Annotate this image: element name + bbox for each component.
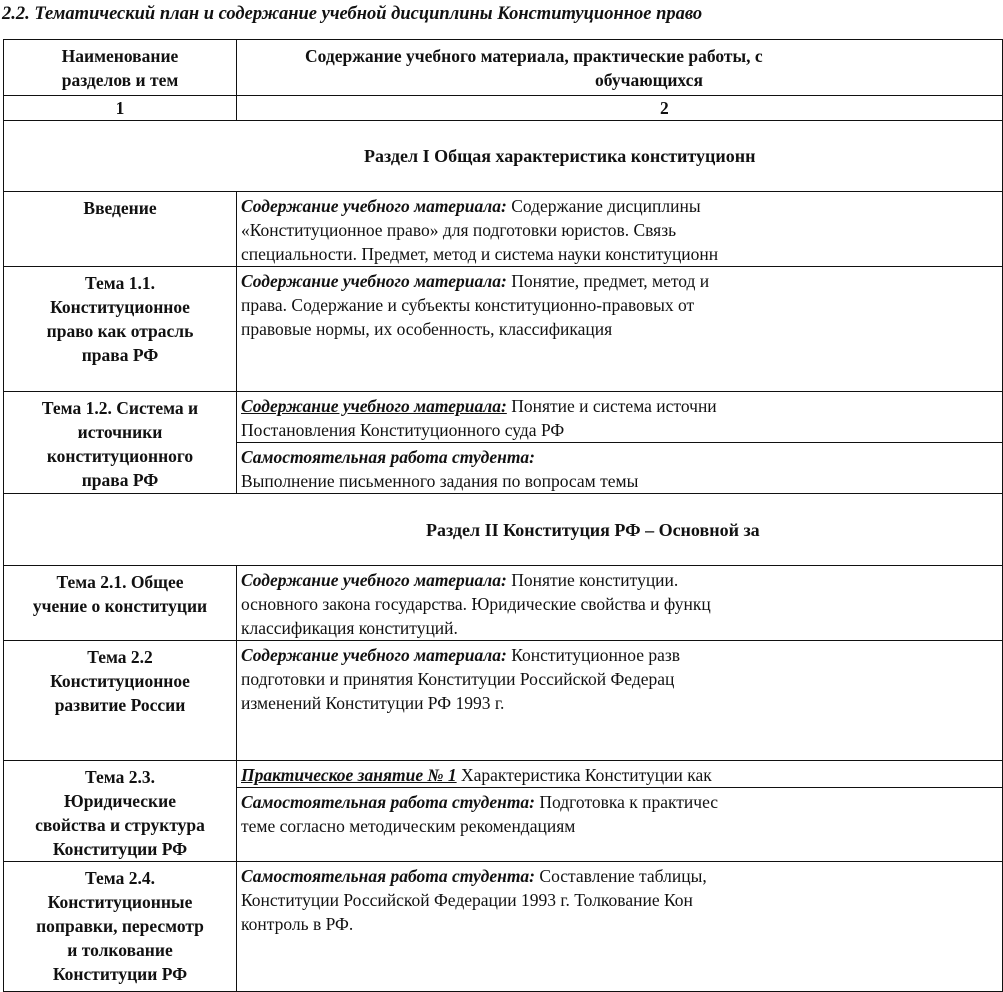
topic-name-line: Юридические	[63, 791, 176, 811]
topic-name: Введение	[4, 192, 237, 267]
topic-name-line: поправки, пересмотр	[36, 916, 204, 936]
row-intro	[4, 192, 1003, 267]
topic-content	[237, 267, 1003, 392]
content-label: Содержание учебного материала:	[241, 396, 507, 416]
content-text: «Конституционное право» для подготовки юристов. Связь	[241, 220, 677, 240]
topic-content	[237, 192, 1003, 267]
topic-name-line: Конституционное	[50, 297, 190, 317]
topic-name	[4, 641, 237, 761]
content-text: подготовки и принятия Конституции Российской Федерац	[241, 669, 675, 689]
content-label: Содержание учебного материала:	[241, 196, 507, 216]
topic-name-line: права РФ	[81, 470, 159, 490]
content-text: Содержание дисциплины	[511, 196, 701, 216]
topic-name	[4, 392, 237, 494]
number-row	[4, 96, 1003, 121]
row-topic-2-3	[4, 761, 1003, 862]
content-text: правовые нормы, их особенность, классификация	[241, 319, 613, 339]
content-text: права. Содержание и субъекты конституционно-правовых от	[241, 295, 695, 315]
content-text: Конституционное разв	[511, 645, 681, 665]
content-text: Понятие конституции.	[511, 570, 679, 590]
topic-name-line: развитие России	[54, 695, 186, 715]
topic-name-line: источники	[77, 422, 163, 442]
content-text: контроль в РФ.	[241, 914, 354, 934]
self-work-text: Выполнение письменного задания по вопросам темы	[241, 471, 639, 491]
topic-name-line: конституционного	[46, 446, 194, 466]
plan-table-viewport	[0, 39, 816, 984]
content-text: Понятие, предмет, метод и	[511, 271, 710, 291]
topic-content	[237, 392, 1003, 494]
practical-text: Характеристика Конституции как	[461, 765, 712, 785]
header-col2	[237, 40, 1003, 96]
topic-name	[4, 566, 237, 641]
col2-number: 2	[237, 96, 1003, 121]
self-work-label: Самостоятельная работа студента:	[241, 866, 536, 886]
header-col1	[4, 40, 237, 96]
topic-name-line: Конституции РФ	[52, 964, 188, 984]
content-label: Содержание учебного материала:	[241, 570, 507, 590]
content-label: Содержание учебного материала:	[241, 271, 507, 291]
content-text: классификация конституций.	[241, 618, 458, 638]
header-col1-line: разделов и тем	[61, 70, 179, 90]
header-col2-line: Содержание учебного материала, практические работы, с	[305, 46, 763, 66]
topic-name-line: свойства и структура	[35, 815, 205, 835]
topic-name-line: Тема 1.2. Система и	[41, 398, 199, 418]
col1-number: 1	[4, 96, 237, 121]
topic-name-line: право как отрасль	[46, 321, 194, 341]
topic-name-line: Конституционные	[47, 892, 193, 912]
self-work-label: Самостоятельная работа студента:	[241, 792, 536, 812]
thematic-plan-table	[3, 39, 1003, 992]
self-work-text: Подготовка к практичес	[539, 792, 719, 812]
content-text: специальности. Предмет, метод и система науки конституционн	[241, 244, 719, 264]
content-text: Конституции Российской Федерации 1993 г. Толкование Кон	[241, 890, 693, 910]
practical-label: Практическое занятие № 1	[241, 765, 457, 785]
topic-name-line: Тема 2.1. Общее	[56, 572, 184, 592]
content-label: Содержание учебного материала:	[241, 645, 507, 665]
header-row	[4, 40, 1003, 96]
topic-content	[237, 641, 1003, 761]
section-2-title: Раздел II Конституция РФ – Основной за	[4, 494, 1003, 566]
topic-name-line: права РФ	[81, 345, 159, 365]
row-topic-2-2	[4, 641, 1003, 761]
topic-name-line: Тема 2.3.	[85, 767, 155, 787]
self-work-block	[237, 787, 1002, 838]
self-work-label: Самостоятельная работа студента:	[241, 447, 536, 467]
content-text: основного закона государства. Юридические свойства и функц	[241, 594, 711, 614]
content-text: Постановления Конституционного суда РФ	[241, 420, 565, 440]
topic-content	[237, 761, 1003, 862]
row-topic-2-4	[4, 862, 1003, 992]
topic-name-line: и толкование	[67, 940, 173, 960]
topic-name-line: Конституционное	[50, 671, 190, 691]
topic-content	[237, 862, 1003, 992]
section-row-1	[4, 121, 1003, 192]
topic-name-line: Конституции РФ	[52, 839, 188, 859]
content-text: Понятие и система источни	[511, 396, 717, 416]
section-1-title: Раздел I Общая характеристика конституционн	[4, 121, 1003, 192]
self-work-block	[237, 442, 1002, 493]
content-text: изменений Конституции РФ 1993 г.	[241, 693, 505, 713]
topic-name	[4, 862, 237, 992]
header-col2-line: обучающихся	[595, 70, 703, 90]
topic-name-line: учение о конституции	[32, 596, 208, 616]
self-work-text: теме согласно методическим рекомендациям	[241, 816, 576, 836]
topic-name-line: Тема 2.2	[87, 647, 153, 667]
content-text: Составление таблицы,	[539, 866, 707, 886]
section-row-2	[4, 494, 1003, 566]
row-topic-2-1	[4, 566, 1003, 641]
topic-content	[237, 566, 1003, 641]
row-topic-1-1	[4, 267, 1003, 392]
topic-name	[4, 761, 237, 862]
section-title: 2.2. Тематический план и содержание учебной дисциплины Конституционное право	[2, 4, 703, 24]
row-topic-1-2	[4, 392, 1003, 494]
topic-name	[4, 267, 237, 392]
header-col1-line: Наименование	[61, 46, 179, 66]
topic-name-line: Тема 1.1.	[85, 273, 155, 293]
topic-name-line: Тема 2.4.	[85, 868, 155, 888]
